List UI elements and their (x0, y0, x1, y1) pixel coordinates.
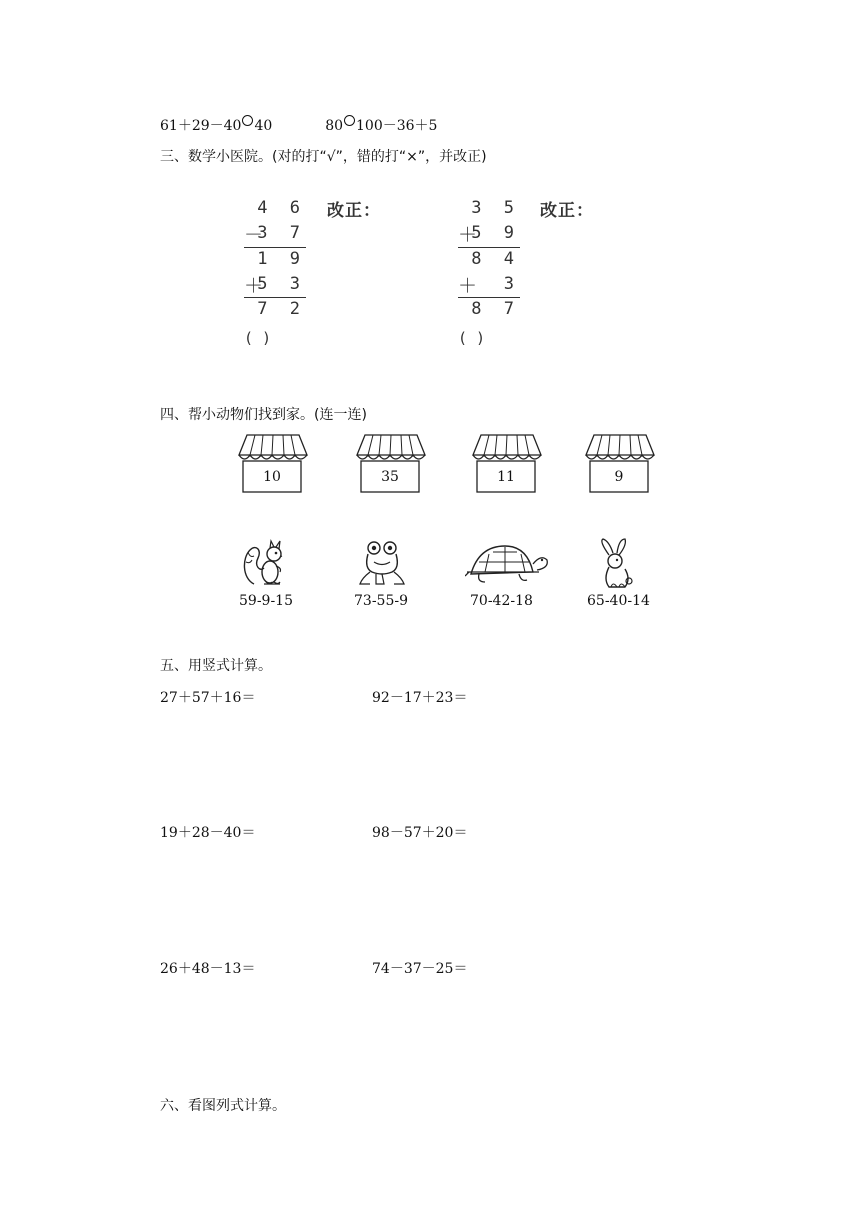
vertical-problem-4: 98－57＋20＝ (372, 825, 468, 841)
calc2-row5: 8 7 (471, 299, 520, 319)
squirrel-icon (240, 538, 292, 590)
calc1-plus-op: ＋ (244, 275, 264, 297)
calc2-row4: 3 (503, 274, 520, 294)
animal-turtle[interactable] (465, 542, 549, 590)
animal-squirrel[interactable] (240, 538, 292, 594)
section6-title: 六、看图列式计算。 (160, 1098, 286, 1114)
house-4[interactable] (584, 433, 656, 495)
frog-icon (356, 538, 408, 590)
calc1-rule1 (244, 247, 306, 248)
compare-circle-2[interactable] (344, 115, 355, 126)
compare-left-expr: 61＋29－40 (160, 118, 242, 134)
house-3[interactable] (471, 433, 543, 495)
house-number: 35 (381, 469, 399, 485)
vertical-problem-2: 92－17＋23＝ (372, 690, 468, 706)
compare-circle-1[interactable] (242, 115, 253, 126)
vertical-problem-6: 74－37－25＝ (372, 961, 468, 977)
vertical-problem-1: 27＋57＋16＝ (160, 690, 256, 706)
calc2-plus-op-1: ＋ (458, 224, 478, 246)
calc1-row3: 1 9 (257, 249, 306, 269)
calc1-row1: 4 6 (257, 198, 306, 218)
animal-frog[interactable] (356, 538, 408, 594)
house-number: 11 (497, 469, 515, 485)
house-2[interactable] (355, 433, 427, 495)
vertical-problem-5: 26＋48－13＝ (160, 961, 256, 977)
calc1-row5: 7 2 (257, 299, 306, 319)
vertical-calc-1 (244, 198, 314, 348)
animal-expr-2: 73-55-9 (354, 593, 408, 609)
rabbit-icon (595, 537, 639, 591)
gaizheng-label-2: 改正： (540, 201, 594, 221)
house-number: 10 (263, 469, 281, 485)
calc2-plus-op-2: ＋ (458, 275, 478, 297)
compare-line (160, 115, 437, 135)
vertical-problem-3: 19＋28－40＝ (160, 825, 256, 841)
calc2-rule1 (458, 247, 520, 248)
animal-rabbit[interactable] (595, 537, 639, 595)
vertical-calc-2 (458, 198, 528, 348)
turtle-icon (465, 542, 549, 586)
section4-title: 四、帮小动物们找到家。(连一连) (160, 407, 367, 423)
calc2-row3: 8 4 (471, 249, 520, 269)
calc1-row4: 5 3 (257, 274, 306, 294)
animal-expr-3: 70-42-18 (470, 593, 533, 609)
animal-expr-4: 65-40-14 (587, 593, 650, 609)
calc1-row2: 3 7 (257, 223, 306, 243)
house-number: 9 (614, 469, 624, 485)
calc2-answer-paren[interactable]: ( ) (458, 329, 486, 347)
calc1-answer-paren[interactable]: ( ) (244, 329, 272, 347)
calc2-row2: 5 9 (471, 223, 520, 243)
section3-title: 三、数学小医院。(对的打“√”，错的打“×”，并改正) (160, 149, 487, 165)
animal-expr-1: 59-9-15 (239, 593, 293, 609)
compare-left-rhs: 40 (254, 118, 273, 134)
gaizheng-label-1: 改正： (327, 201, 381, 221)
calc1-minus-op: － (244, 224, 264, 246)
house-1[interactable] (237, 433, 309, 495)
section5-title: 五、用竖式计算。 (160, 658, 272, 674)
calc2-row1: 3 5 (471, 198, 520, 218)
calc1-rule2 (244, 297, 306, 298)
compare-right-lhs: 80 (325, 118, 344, 134)
calc2-rule2 (458, 297, 520, 298)
compare-right-expr: 100－36＋5 (356, 118, 438, 134)
